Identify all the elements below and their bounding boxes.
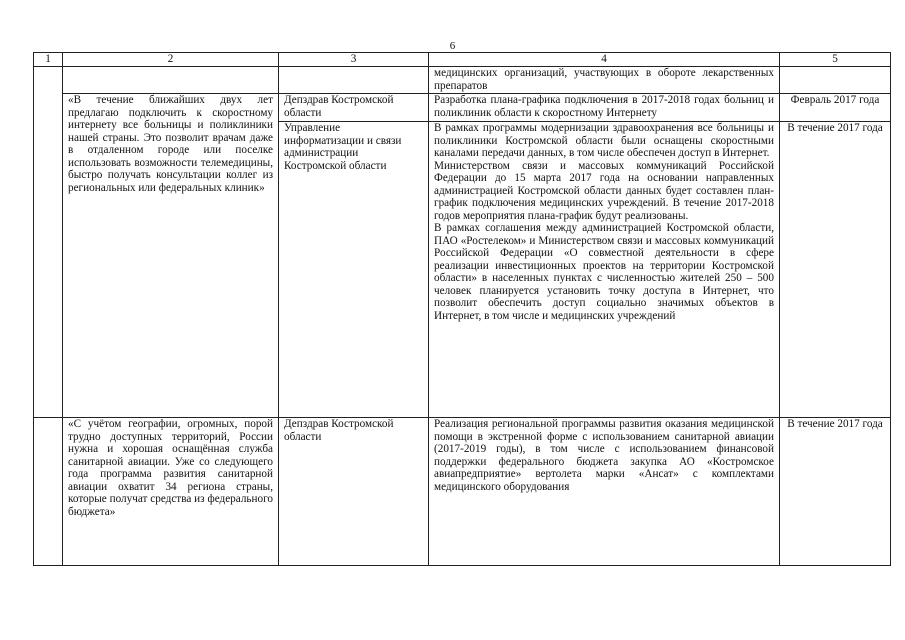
quote-cell: «В течение ближайших двух лет предлагаю подключить к скоростному интернету все больницы и поликлиники нашей страны. Это позволит врачам даже в отдаленном городе или поселке использовать возможности телемедицины, быстро получать консультации коллег из региональных или федеральных клиник»: [63, 94, 279, 418]
header-cell-5: 5: [780, 53, 891, 67]
measure-cell: [429, 122, 780, 418]
deadline-cell: В течение 2017 года: [780, 122, 891, 418]
measure-cell: [429, 67, 780, 94]
measure-paragraph: В рамках соглашения между администрацией Костромской области, ПАО «Ростелеком» и Министерством связи и массовых коммуникаций Российской Федерации «О совместной деятельности в сфере реализации инвестиционных проектов на территории Костромской области» в населенных пунктах с численностью жителей 250 – 500 человек планируется установить точку доступа в Интернет, что позволит обеспечить доступ социально значимых объектов в Интернет, в том числе и медицинских учреждений: [434, 222, 774, 322]
table-header-row: [34, 53, 891, 67]
measure-cell: Разработка плана-графика подключения в 2017-2018 годах больниц и поликлиник области к скоростному Интернету: [429, 94, 780, 122]
deadline-cell: [780, 67, 891, 94]
row-number-cell: [34, 418, 63, 566]
table-row: [34, 94, 891, 122]
measure-paragraph: В рамках программы модернизации здравоохранения все больницы и поликлиники Костромской области были оснащены скоростными каналами передачи данных, в том числе обеспечен доступ в Интернет.: [434, 122, 774, 159]
executor-cell: [279, 67, 429, 94]
measure-paragraph: Министерством связи и массовых коммуникаций Российской Федерации до 15 марта 2017 года на основании направленных администрацией Костромской области данных будет составлен план-график подключения медицинских учреждений. В течение 2017-2018 годов мероприятия плана-график будут реализованы.: [434, 159, 774, 222]
executor-cell: Депздрав Костромской области: [279, 94, 429, 122]
header-cell-2: 2: [63, 53, 279, 67]
page-number: 6: [449, 40, 456, 52]
deadline-cell: В течение 2017 года: [780, 418, 891, 566]
deadline-cell: Февраль 2017 года: [780, 94, 891, 122]
executor-cell: Управление информатизации и связи администрации Костромской области: [279, 122, 429, 418]
header-cell-3: 3: [279, 53, 429, 67]
measure-text: медицинских организаций, участвующих в обороте лекарственных препаратов: [434, 67, 774, 92]
measure-cell: [429, 418, 780, 566]
row-number-cell: [34, 67, 63, 418]
executor-cell: Депздрав Костромской области: [279, 418, 429, 566]
table-row: [34, 418, 891, 566]
header-cell-1: 1: [34, 53, 63, 67]
quote-cell: «С учётом географии, огромных, порой трудно доступных территорий, России нужна и хорошая оснащённая служба санитарной авиации. Уже со следующего года программа развития санитарной авиации охватит 34 региона страны, которые получат средства из федерального бюджета»: [63, 418, 279, 566]
quote-cell: [63, 67, 279, 94]
table-row: [34, 67, 891, 94]
measure-text: Реализация региональной программы развития оказания медицинской помощи в экстренной форме с использованием санитарной авиации (2017-2019 годы), в том числе с использованием финансовой поддержки федерального бюджета закупка АО «Костромское авиапредприятие» вертолета марки «Ансат» с комплектами медицинского оборудования: [434, 418, 774, 493]
header-cell-4: 4: [429, 53, 780, 67]
plan-table: [33, 52, 891, 566]
